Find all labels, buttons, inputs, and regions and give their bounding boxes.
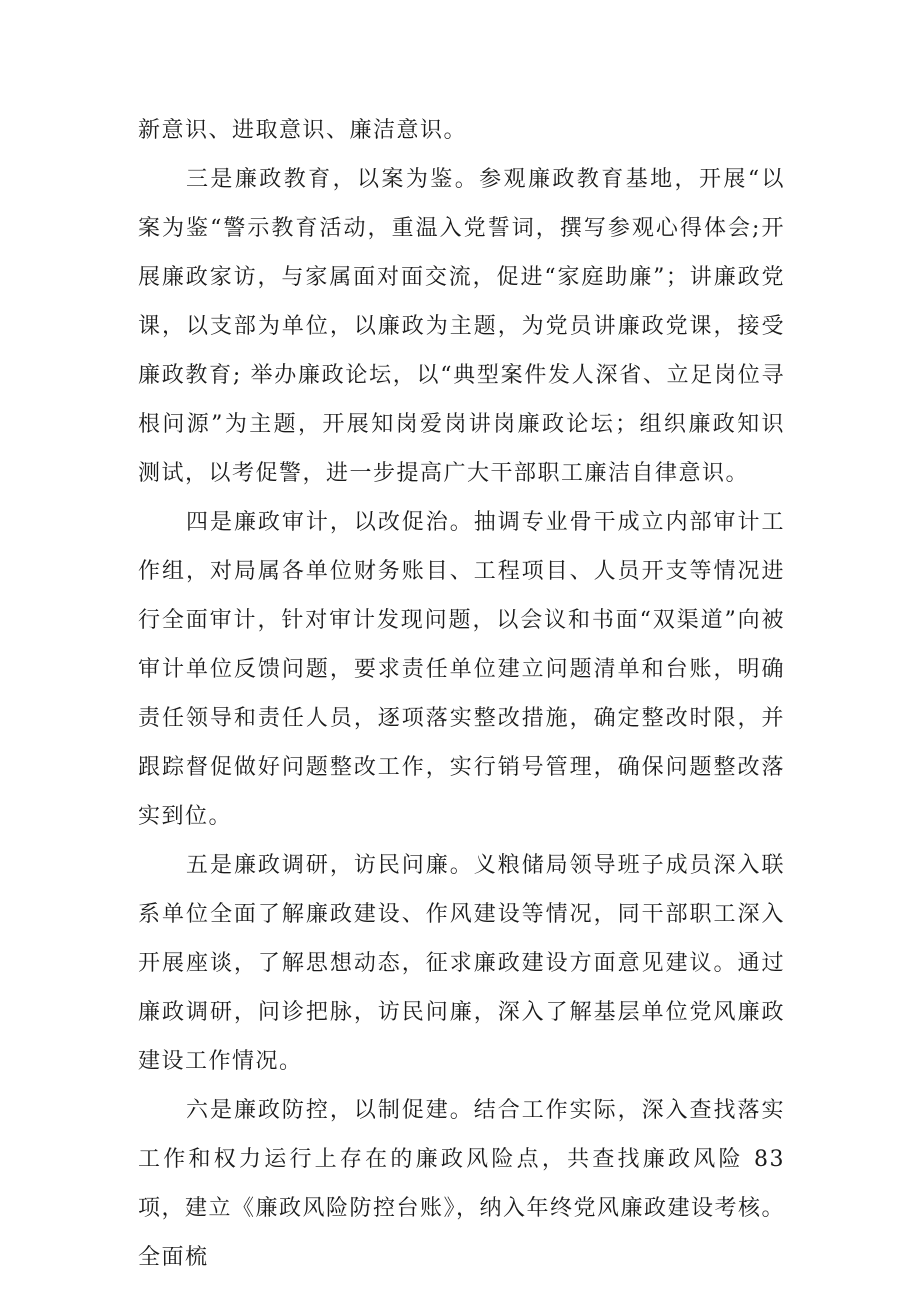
paragraph-3: 四是廉政审计，以改促治。抽调专业骨干成立内部审计工作组，对局属各单位财务账目、工程项目、人员开支等情况进行全面审计，针对审计发现问题，以会议和书面“双渠道”向被审计单位反馈问题，要求责任单位建立问题清单和台账，明确责任领导和责任人员，逐项落实整改措施，确定整改时限，并跟踪督促做好问题整改工作，实行销号管理，确保问题整改落实到位。 (138, 510, 785, 829)
paragraph-4: 五是廉政调研，访民问廉。义粮储局领导班子成员深入联系单位全面了解廉政建设、作风建设等情况，同干部职工深入开展座谈，了解思想动态，征求廉政建设方面意见建议。通过廉政调研，问诊把脉，访民问廉，深入了解基层单位党风廉政建设工作情况。 (138, 853, 785, 1074)
paragraph-5: 六是廉政防控，以制促建。结合工作实际，深入查找落实工作和权力运行上存在的廉政风险点，共查找廉政风险 83 项，建立《廉政风险防控台账》，纳入年终党风廉政建设考核。全面梳 (138, 1098, 786, 1270)
paragraph-2: 三是廉政教育，以案为鉴。参观廉政教育基地，开展“以案为鉴“警示教育活动，重温入党誓词，撰写参观心得体会;开展廉政家访，与家属面对面交流，促进“家庭助廉”；讲廉政党课，以支部为单位，以廉政为主题，为党员讲廉政党课，接受廉政教育; 举办廉政论坛，以“典型案件发人深省、立足岗位寻根问源”为主题，开展知岗爱岗讲岗廉政论坛；组织廉政知识测试，以考促警，进一步提高广大干部职工廉洁自律意识。 (138, 167, 785, 486)
document-body (138, 106, 785, 1282)
paragraph-1: 新意识、进取意识、廉洁意识。 (138, 118, 468, 143)
